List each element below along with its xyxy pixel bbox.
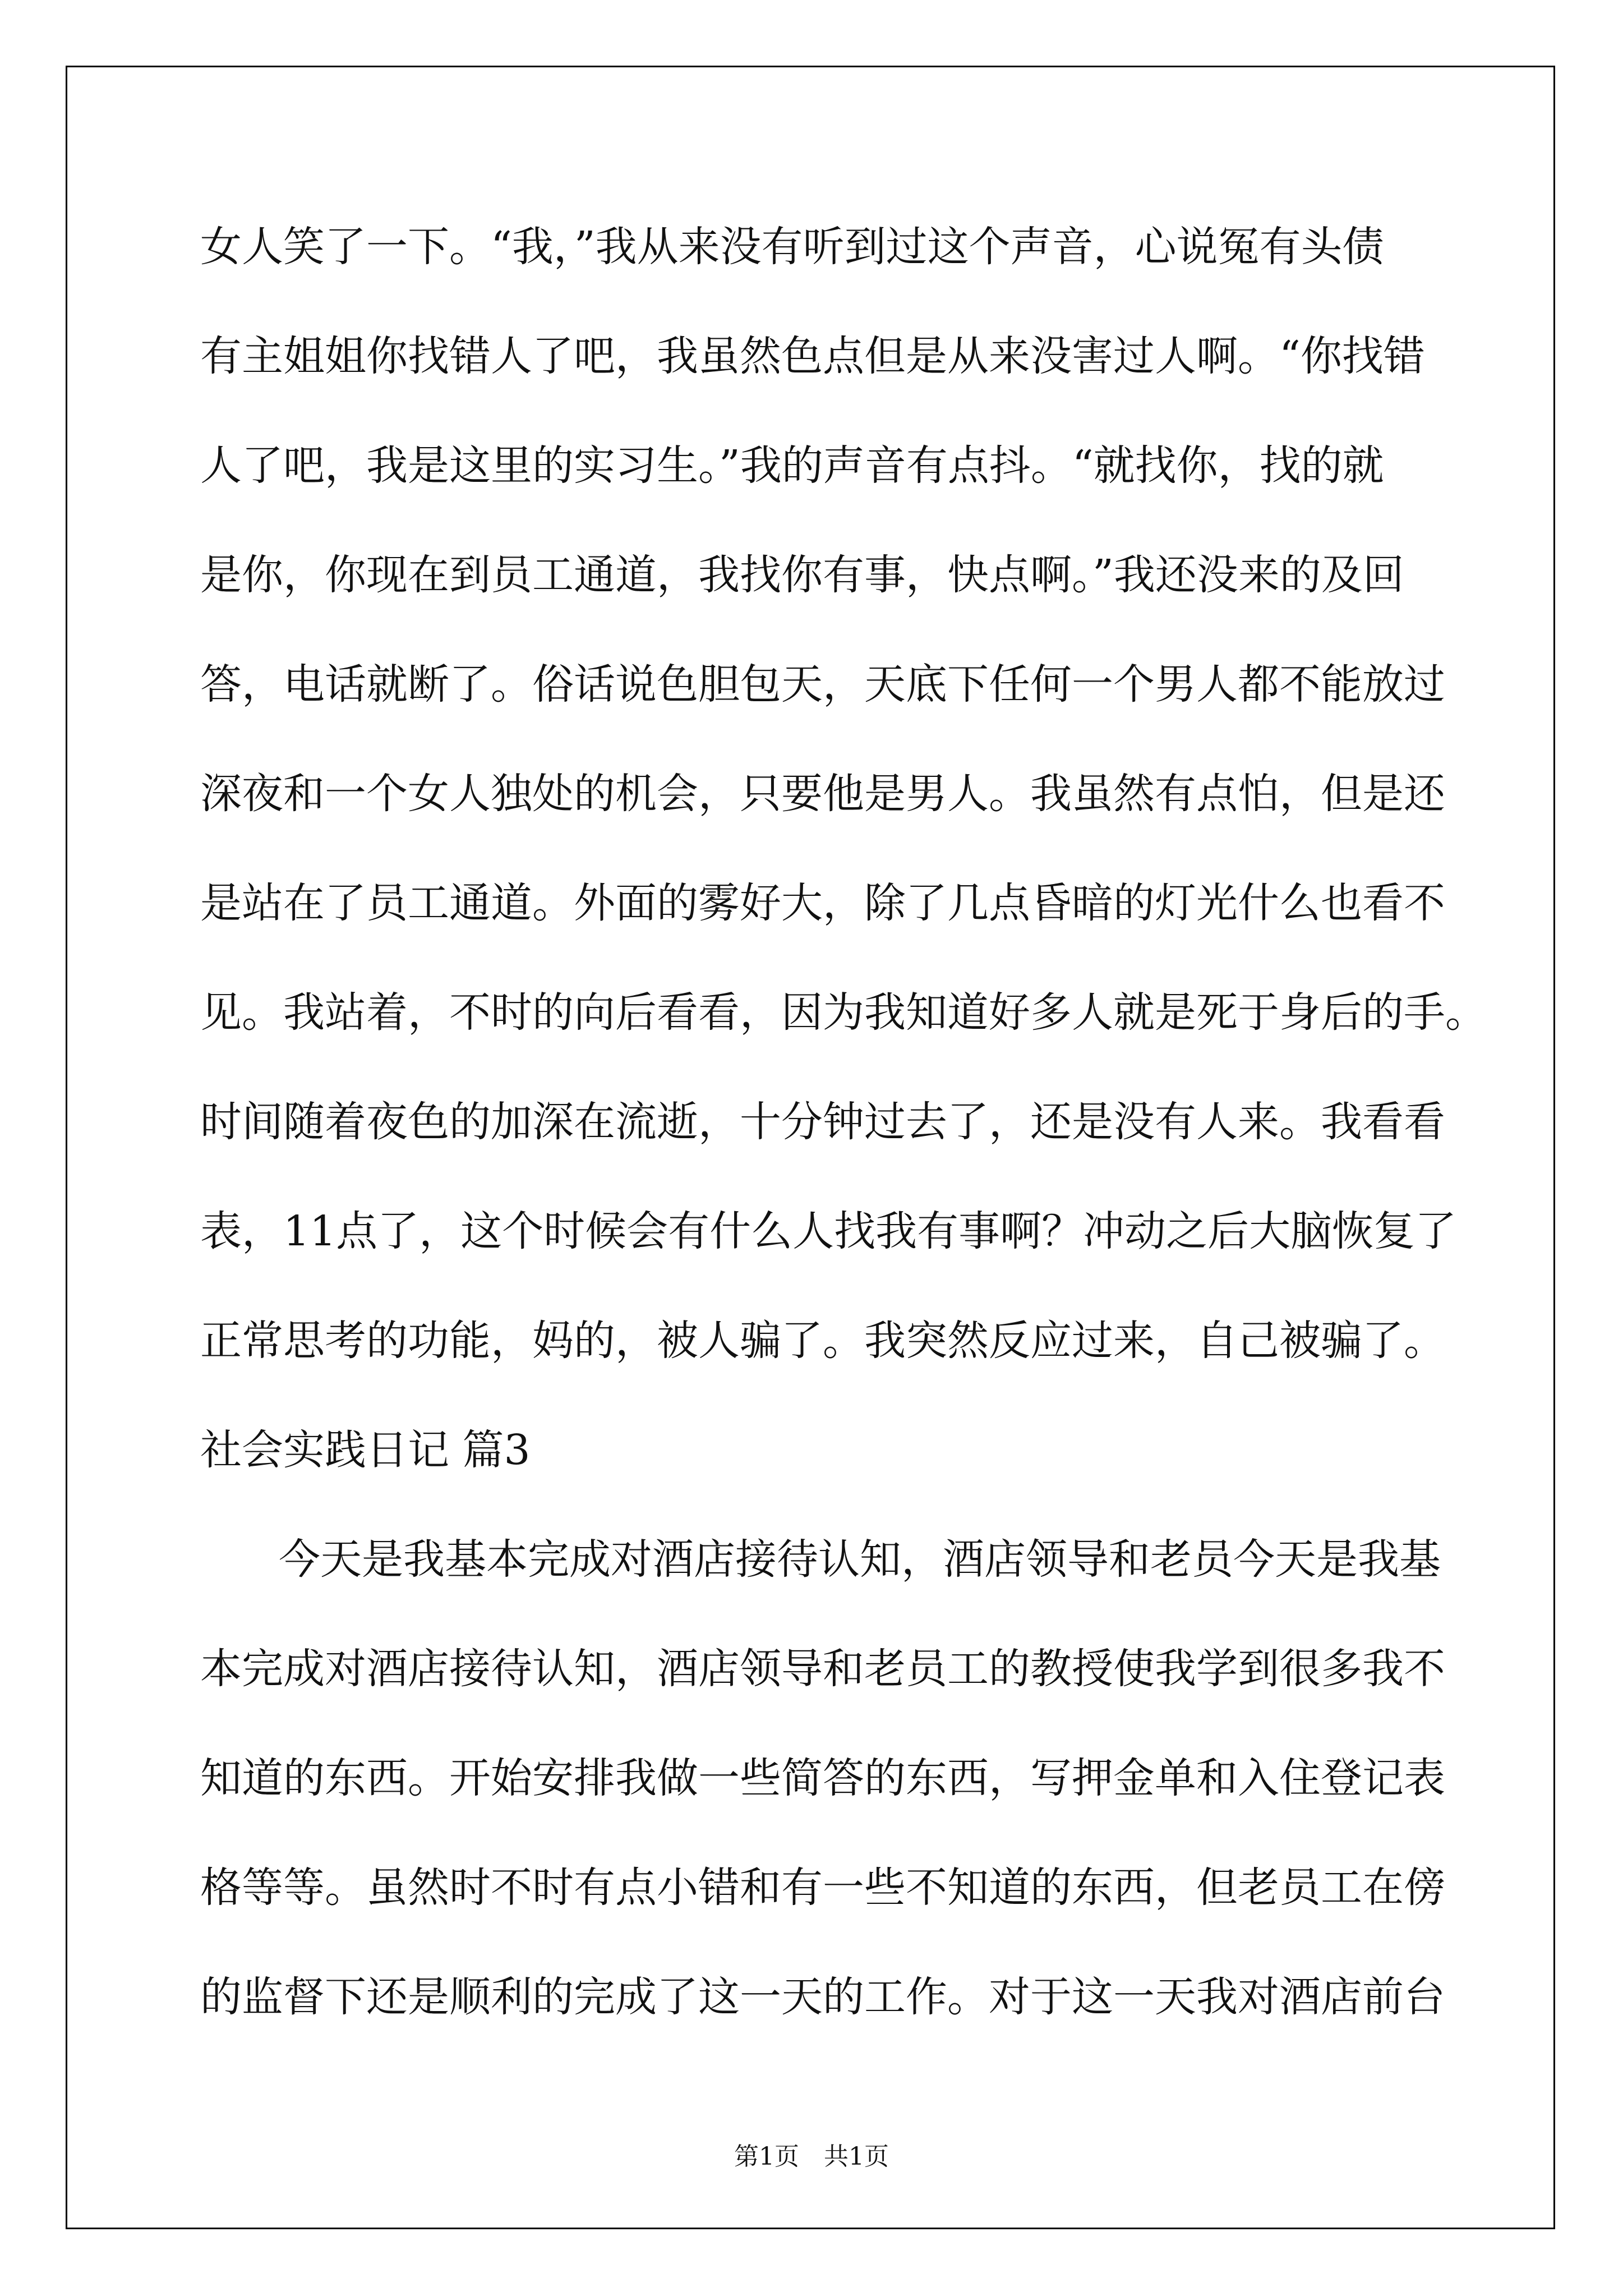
section-line: 今天是我基本完成对酒店接待认知，酒店领导和老员今天是我基	[279, 1535, 1441, 1584]
body-line: 是你，你现在到员工通道，我找你有事，快点啊。”我还没来的及回	[200, 551, 1404, 599]
body-line: 见。我站着，不时的向后看看，因为我知道好多人就是死于身后的手。	[200, 988, 1487, 1037]
section-line: 知道的东西。开始安排我做一些简答的东西，写押金单和入住登记表	[200, 1754, 1445, 1802]
body-line: 表，11点了，这个时候会有什么人找我有事啊？冲动之后大脑恢复了	[200, 1207, 1457, 1255]
body-line: 女人笑了一下。“我，”我从来没有听到过这个声音，心说冤有头债	[200, 223, 1384, 271]
body-line: 有主姐姐你找错人了吧，我虽然色点但是从来没害过人啊。“你找错	[200, 332, 1425, 380]
body-line: 答，电话就断了。俗话说色胆包天，天底下任何一个男人都不能放过	[200, 660, 1445, 708]
body-line: 时间随着夜色的加深在流逝，十分钟过去了，还是没有人来。我看看	[200, 1098, 1445, 1146]
page-footer: 第1页 共1页	[734, 2142, 889, 2171]
body-line: 深夜和一个女人独处的机会，只要他是男人。我虽然有点怕，但是还	[200, 770, 1445, 818]
section-line: 的监督下还是顺利的完成了这一天的工作。对于这一天我对酒店前台	[200, 1973, 1445, 2021]
body-line: 是站在了员工通道。外面的雾好大，除了几点昏暗的灯光什么也看不	[200, 879, 1445, 927]
body-line: 正常思考的功能，妈的，被人骗了。我突然反应过来，自己被骗了。	[200, 1317, 1445, 1365]
section-line: 格等等。虽然时不时有点小错和有一些不知道的东西，但老员工在傍	[200, 1864, 1445, 1912]
body-line: 人了吧，我是这里的实习生。”我的声音有点抖。“就找你，找的就	[200, 441, 1384, 490]
section-line: 本完成对酒店接待认知，酒店领导和老员工的教授使我学到很多我不	[200, 1645, 1445, 1693]
section-heading: 社会实践日记 篇3	[200, 1426, 531, 1474]
